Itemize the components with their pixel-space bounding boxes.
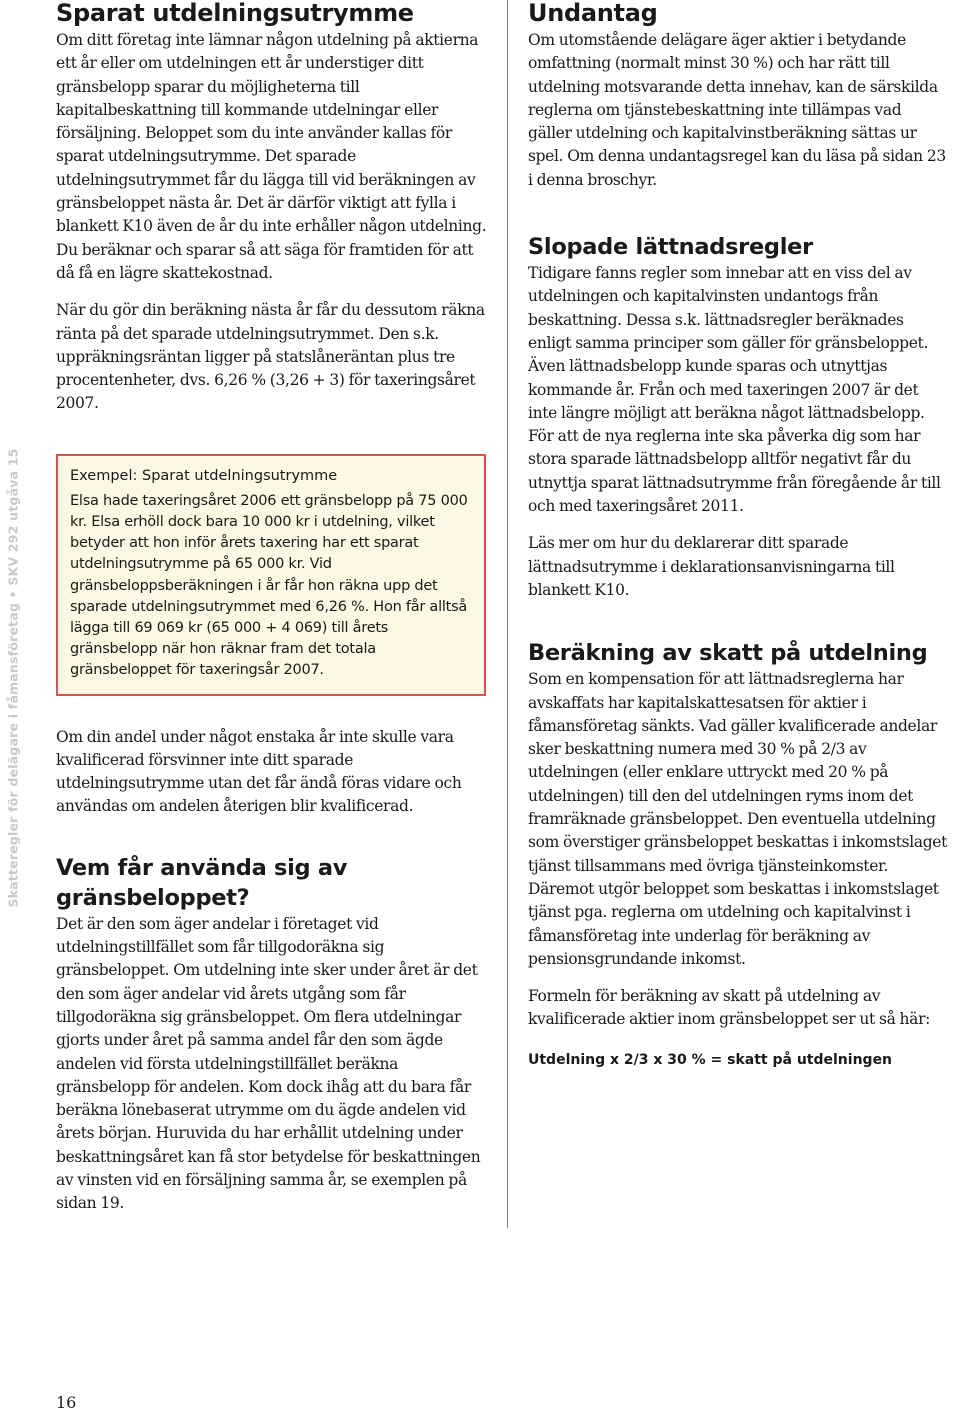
paragraph-uppräkningsränta: När du gör din beräkning nästa år får du dessutom räkna ränta på det sparade utdelningsutrymmet. Den s.k. uppräkningsräntan ligger på statslåneräntan plus tre procentenheter, dvs. 6,26 % (3,26 + 3) för taxeringsåret 2007. [56, 301, 485, 413]
left-column [56, 0, 488, 1216]
paragraph-undantag: Om utomstående delägare äger aktier i betydande omfattning (normalt minst 30 %) och har rätt till utdelning motsvarande detta innehav, kan de särskilda reglerna om tjänstebeskattning inte tillämpas vad gäller utdelning och kapitalvinstberäkning sättas ur spel. Om denna undantagsregel kan du läsa på sidan 23 i denna broschyr. [528, 31, 946, 189]
sidebar-publication-text: Skatteregler för delägare i fåmansföretag • SKV 292 utgåva 15 [5, 448, 21, 908]
heading-sparat-utdelningsutrymme: Sparat utdelningsutrymme [56, 0, 414, 27]
paragraph-kvalificerad-andel: Om din andel under något enstaka år inte skulle vara kvalificerad försvinner inte ditt sparade utdelningsutrymme utan det får ändå föras vidare och användas om andelen återigen blir kvalificerad. [56, 727, 462, 816]
paragraph-sparat-intro: Om ditt företag inte lämnar någon utdelning på aktierna ett år eller om utdelningen ett år understiger ditt gränsbelopp sparar du möjligheterna till kapitalbeskattning till kommande utdelningar eller försäljning. Beloppet som du inte använder kallas för sparat utdelningsutrymme. Det sparade utdelningsutrymmet får du lägga till vid beräkningen av gränsbeloppet nästa år. Det är därför viktigt att fylla i blankett K10 även de år du inte erhåller någon utdelning. Du beräknar och sparar så att säga för framtiden för att då få en lägre skattekostnad. [56, 31, 487, 282]
tax-formula: Utdelning x 2/3 x 30 % = skatt på utdelningen [528, 1051, 893, 1068]
heading-undantag: Undantag [528, 0, 658, 27]
heading-vem-far-anvanda: Vem får använda sig av gränsbeloppet? [56, 854, 348, 911]
sidebar [0, 0, 26, 1413]
paragraph-formel-intro: Formeln för beräkning av skatt på utdelning av kvalificerade aktier inom gränsbeloppet ser ut så här: [528, 987, 930, 1029]
example-body: Elsa hade taxeringsåret 2006 ett gränsbelopp på 75 000 kr. Elsa erhöll dock bara 10 000 kr i utdelning, vilket betyder att hon inför årets taxering har ett sparat utdelningsutrymme på 65 000 kr. Vid gränsbeloppsberäkningen i år får hon räkna upp det sparade utdelningsutrymmet med 6,26 %. Hon får alltså lägga till 69 069 kr (65 000 + 4 069) till årets gränsbelopp när hon räknar fram det totala gränsbeloppet för taxeringsår 2007. [70, 492, 468, 679]
paragraph-las-mer: Läs mer om hur du deklarerar ditt sparade lättnadsutrymme i deklarationsanvisningarna till blankett K10. [528, 534, 895, 599]
heading-berakning-av-skatt: Beräkning av skatt på utdelning [528, 640, 928, 667]
paragraph-vem-far-anvanda: Det är den som äger andelar i företaget vid utdelningstillfället som får tillgodoräkna sig gränsbeloppet. Om utdelning inte sker under året är det den som äger andelar vid årets utgång som får tillgodoräkna sig gränsbeloppet. Om flera utdelningar gjorts under året på samma andel får den som ägde andelen vid första utdelningstillfället beräkna gränsbelopp för andelen. Kom dock ihåg att du bara får beräkna lönebaserat utrymme om du ägde andelen vid årets början. Huruvida du har erhållit utdelning under beskattningsåret kan få stor betydelse för beskattningen av vinsten vid en försäljning samma år, se exemplen på sidan 19. [56, 914, 481, 1213]
example-title: Exempel: Sparat utdelningsutrymme [70, 467, 338, 484]
paragraph-slopade-lattnadsregler: Tidigare fanns regler som innebar att en viss del av utdelningen och kapitalvinsten undantogs från beskattning. Dessa s.k. lättnadsregler beräknades enligt samma principer som gäller för gränsbeloppet. Även lättnadsbelopp kunde sparas och utnyttjas kommande år. Från och med taxeringen 2007 är det inte längre möjligt att beräkna något lättnadsbelopp. För att de nya reglerna inte ska påverka dig som har stora sparade lättnadsbelopp alltför negativt får du utnyttja sparat lättnadsutrymme från föregående år till och med taxeringsåret 2011. [528, 264, 941, 516]
page-number: 16 [56, 1393, 77, 1412]
example-box [56, 454, 486, 696]
right-column [528, 0, 948, 1068]
column-divider [507, 0, 508, 1228]
paragraph-berakning-av-skatt: Som en kompensation för att lättnadsreglerna har avskaffats har kapitalskattesatsen för aktier i fåmansföretag sänkts. Vad gäller kvalificerade andelar sker beskattning numera med 30 % på 2/3 av utdelningen (eller enklare uttryckt med 20 % på utdelningen) till den del utdelningen ryms inom det framräknade gränsbeloppet. Den eventuella utdelning som överstiger gränsbeloppet beskattas i inkomstslaget tjänst tillsammans med övriga tjänsteinkomster. Däremot utgör beloppet som beskattas i inkomstslaget tjänst pga. reglerna om utdelning och kapitalvinst i fåmansföretag inte underlag för beräkning av pensionsgrundande inkomst. [528, 670, 947, 968]
heading-slopade-lattnadsregler: Slopade lättnadsregler [528, 234, 813, 261]
